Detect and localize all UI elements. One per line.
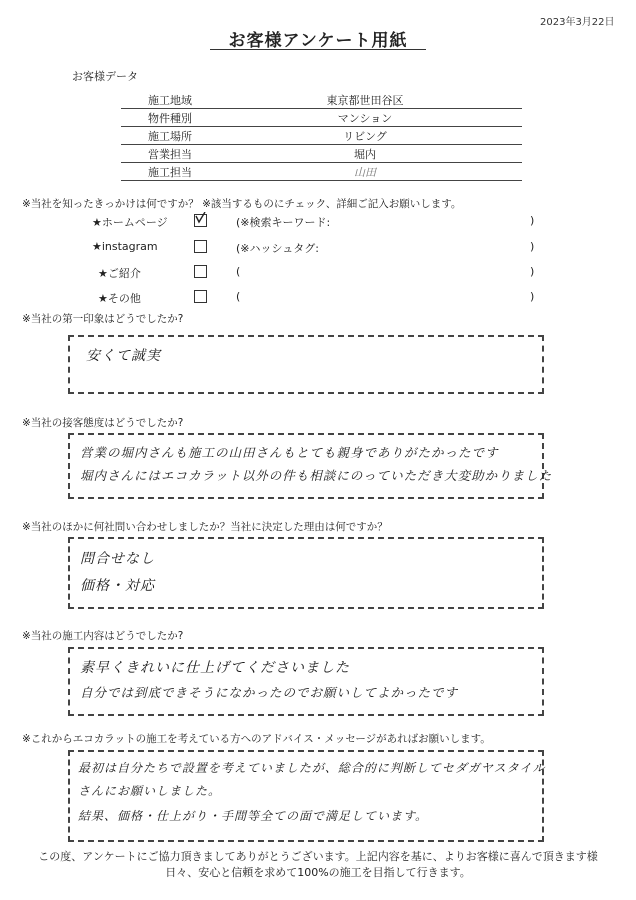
option-label: ★ホームページ (92, 216, 168, 229)
info-label: 施工地域 (121, 91, 228, 109)
q1-question: ※当社を知ったきっかけは何ですか？ ※該当するものにチェック、詳細ご記入お願いします。 (22, 198, 462, 210)
option-label: ★ご紹介 (98, 267, 141, 280)
check-mark-icon (194, 212, 206, 224)
footer-line: 日々、安心と信頼を求めて100%の施工を目指して行きます。 (165, 866, 471, 879)
handwritten-answer: 最初は自分たちで設置を考えていましたが、総合的に判断してセダガヤスタイル (78, 761, 546, 775)
option-checkbox[interactable] (194, 290, 207, 303)
handwritten-answer: 結果、価格・仕上がり・手間等全ての面で満足しています。 (78, 809, 429, 823)
answer-box[interactable] (68, 537, 544, 609)
handwritten-answer: 価格・対応 (80, 578, 155, 594)
option-checkbox[interactable] (194, 214, 207, 227)
option-detail-close: ) (530, 214, 535, 227)
q4-question: ※当社のほかに何社問い合わせしましたか？当社に決定した理由は何ですか？ (22, 521, 388, 533)
info-value: マンション (228, 109, 522, 127)
handwritten-answer: 自分では到底できそうになかったのでお願いしてよかったです (80, 685, 459, 700)
q5-question: ※当社の施工内容はどうでしたか? (22, 630, 184, 642)
info-value: 東京都世田谷区 (228, 91, 522, 109)
title-underline (210, 49, 426, 50)
handwritten-answer: 素早くきれいに仕上げてくださいました (80, 660, 350, 676)
answer-box[interactable] (68, 433, 553, 499)
handwritten-answer: 安くて誠実 (86, 348, 161, 364)
customer-info-table (121, 91, 522, 181)
page-title: お客様アンケート用紙 (228, 31, 408, 51)
option-label: ★instagram (92, 240, 158, 253)
option-label: ★その他 (98, 292, 141, 305)
info-row (121, 91, 522, 109)
survey-date: 2023年3月22日 (540, 17, 615, 28)
handwritten-answer: 問合せなし (80, 551, 155, 567)
option-detail-open: ( (236, 265, 241, 278)
handwritten-answer: 堀内さんにはエコカラット以外の件も相談にのっていただき大変助かりました (80, 468, 553, 483)
info-label: 施工担当 (121, 163, 228, 181)
info-value: 堀内 (228, 145, 522, 163)
info-value: リビング (228, 127, 522, 145)
option-checkbox[interactable] (194, 240, 207, 253)
info-label: 施工場所 (121, 127, 228, 145)
answer-box[interactable] (68, 750, 544, 842)
info-label: 物件種別 (121, 109, 228, 127)
handwritten-answer: 営業の堀内さんも施工の山田さんもとても親身でありがたかったです (80, 445, 499, 460)
option-detail-close: ) (530, 290, 535, 303)
option-detail-open: (※ハッシュタグ: (236, 242, 319, 255)
option-detail-close: ) (530, 240, 535, 253)
info-value-handwritten: 山田 (228, 163, 522, 181)
q3-question: ※当社の接客態度はどうでしたか? (22, 417, 184, 429)
option-detail-close: ) (530, 265, 535, 278)
option-detail-open: (※検索キーワード: (236, 216, 331, 229)
q6-question: ※これからエコカラットの施工を考えている方へのアドバイス・メッセージがあればお願いします。 (22, 733, 491, 745)
info-label: 営業担当 (121, 145, 228, 163)
info-row (121, 127, 522, 145)
info-row (121, 145, 522, 163)
customer-section-label: お客様データ (72, 70, 138, 83)
info-row (121, 109, 522, 127)
info-row (121, 163, 522, 181)
answer-box[interactable] (68, 335, 544, 394)
footer-line: この度、アンケートにご協力頂きましてありがとうございます。上記内容を基に、よりお客様に喜んで頂きます様 (38, 850, 598, 863)
option-checkbox[interactable] (194, 265, 207, 278)
answer-box[interactable] (68, 647, 544, 716)
handwritten-answer: さんにお願いしました。 (78, 784, 222, 798)
q2-question: ※当社の第一印象はどうでしたか? (22, 313, 184, 325)
option-detail-open: ( (236, 290, 241, 303)
